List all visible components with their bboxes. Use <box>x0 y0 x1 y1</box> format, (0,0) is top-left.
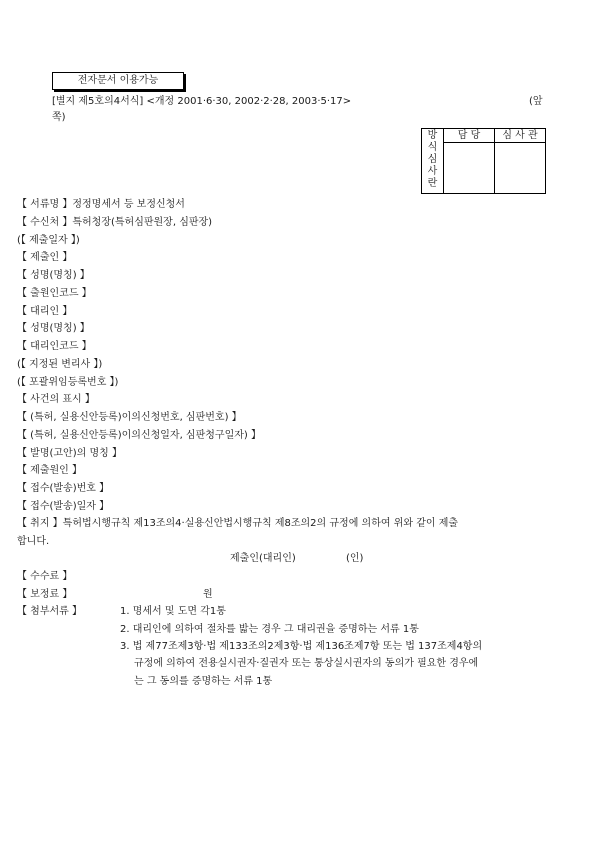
form-field-row: (【 포괄위임등록번호 】) <box>17 377 119 388</box>
form-field-row: 【 성명(명칭) 】 <box>17 270 90 281</box>
page-side-label-cont: 쪽) <box>52 112 66 123</box>
form-field-row: (【 지정된 변리사 】) <box>17 359 103 370</box>
fee-field: 【 수수료 】 <box>17 571 73 582</box>
form-field-row: 【 (특허, 실용신안등록)이의신청일자, 심판청구일자) 】 <box>17 430 261 441</box>
form-field-row: (【 제출일자 】) <box>17 235 80 246</box>
form-field-row: 【 성명(명칭) 】 <box>17 323 90 334</box>
handler-sign-cell <box>444 143 495 194</box>
purpose-line-2: 합니다. <box>17 536 50 547</box>
form-field-row: 【 서류명 】정정명세서 등 보정신청서 <box>17 199 185 210</box>
examination-stamp-table <box>421 128 546 194</box>
page-side-label: (앞 <box>529 96 543 107</box>
form-field-row: 【 수신처 】특허청장(특허심판원장, 심판장) <box>17 217 213 228</box>
form-field-row: 【 대리인 】 <box>17 306 73 317</box>
form-field-row: 【 제출인 】 <box>17 252 73 263</box>
attachment-item-1: 1. 명세서 및 도면 각1통 <box>120 606 226 617</box>
purpose-line-1: 【 취지 】특허법시행규칙 제13조의4·실용신안법시행규칙 제8조의2의 규정에 의하여 위와 같이 제출 <box>17 518 459 529</box>
form-field-row: 【 출원인코드 】 <box>17 288 92 299</box>
form-field-row: 【 제출원인 】 <box>17 465 82 476</box>
attachment-item-3: 3. 법 제77조제3항·법 제133조의2제3항·법 제136조제7항 또는 법 137조제4항의 <box>120 641 483 652</box>
examiner-column-header: 심 사 관 <box>495 129 546 143</box>
form-field-row: 【 (특허, 실용신안등록)이의신청번호, 심판번호) 】 <box>17 412 242 423</box>
form-field-row: 【 사건의 표시 】 <box>17 394 95 405</box>
attachment-item-2: 2. 대리인에 의하여 절차를 밟는 경우 그 대리권을 증명하는 서류 1통 <box>120 624 419 635</box>
seal-mark: (인) <box>346 553 364 564</box>
form-field-row: 【 대리인코드 】 <box>17 341 92 352</box>
form-field-row: 【 접수(발송)번호 】 <box>17 483 110 494</box>
examination-side-label: 방 식 심 사 란 <box>422 129 444 194</box>
attachments-label: 【 첨부서류 】 <box>17 606 82 617</box>
electronic-document-available-box: 전자문서 이용가능 <box>52 72 184 90</box>
attachment-item-3-cont: 규정에 의하여 전용실시권자·질권자 또는 통상실시권자의 동의가 필요한 경우에 <box>134 658 479 669</box>
examiner-sign-cell <box>495 143 546 194</box>
form-field-row: 【 발명(고안)의 명칭 】 <box>17 448 122 459</box>
attachment-item-3-cont-2: 는 그 동의를 증명하는 서류 1통 <box>134 676 273 687</box>
currency-won: 원 <box>203 589 213 600</box>
submitter-signature-label: 제출인(대리인) <box>230 553 296 564</box>
correction-fee-field: 【 보정료 】 <box>17 589 73 600</box>
handler-column-header: 담 당 <box>444 129 495 143</box>
form-reference: [별지 제5호의4서식] <개정 2001·6·30, 2002·2·28, 2003·5·17> <box>52 96 352 107</box>
form-field-row: 【 접수(발송)일자 】 <box>17 501 110 512</box>
